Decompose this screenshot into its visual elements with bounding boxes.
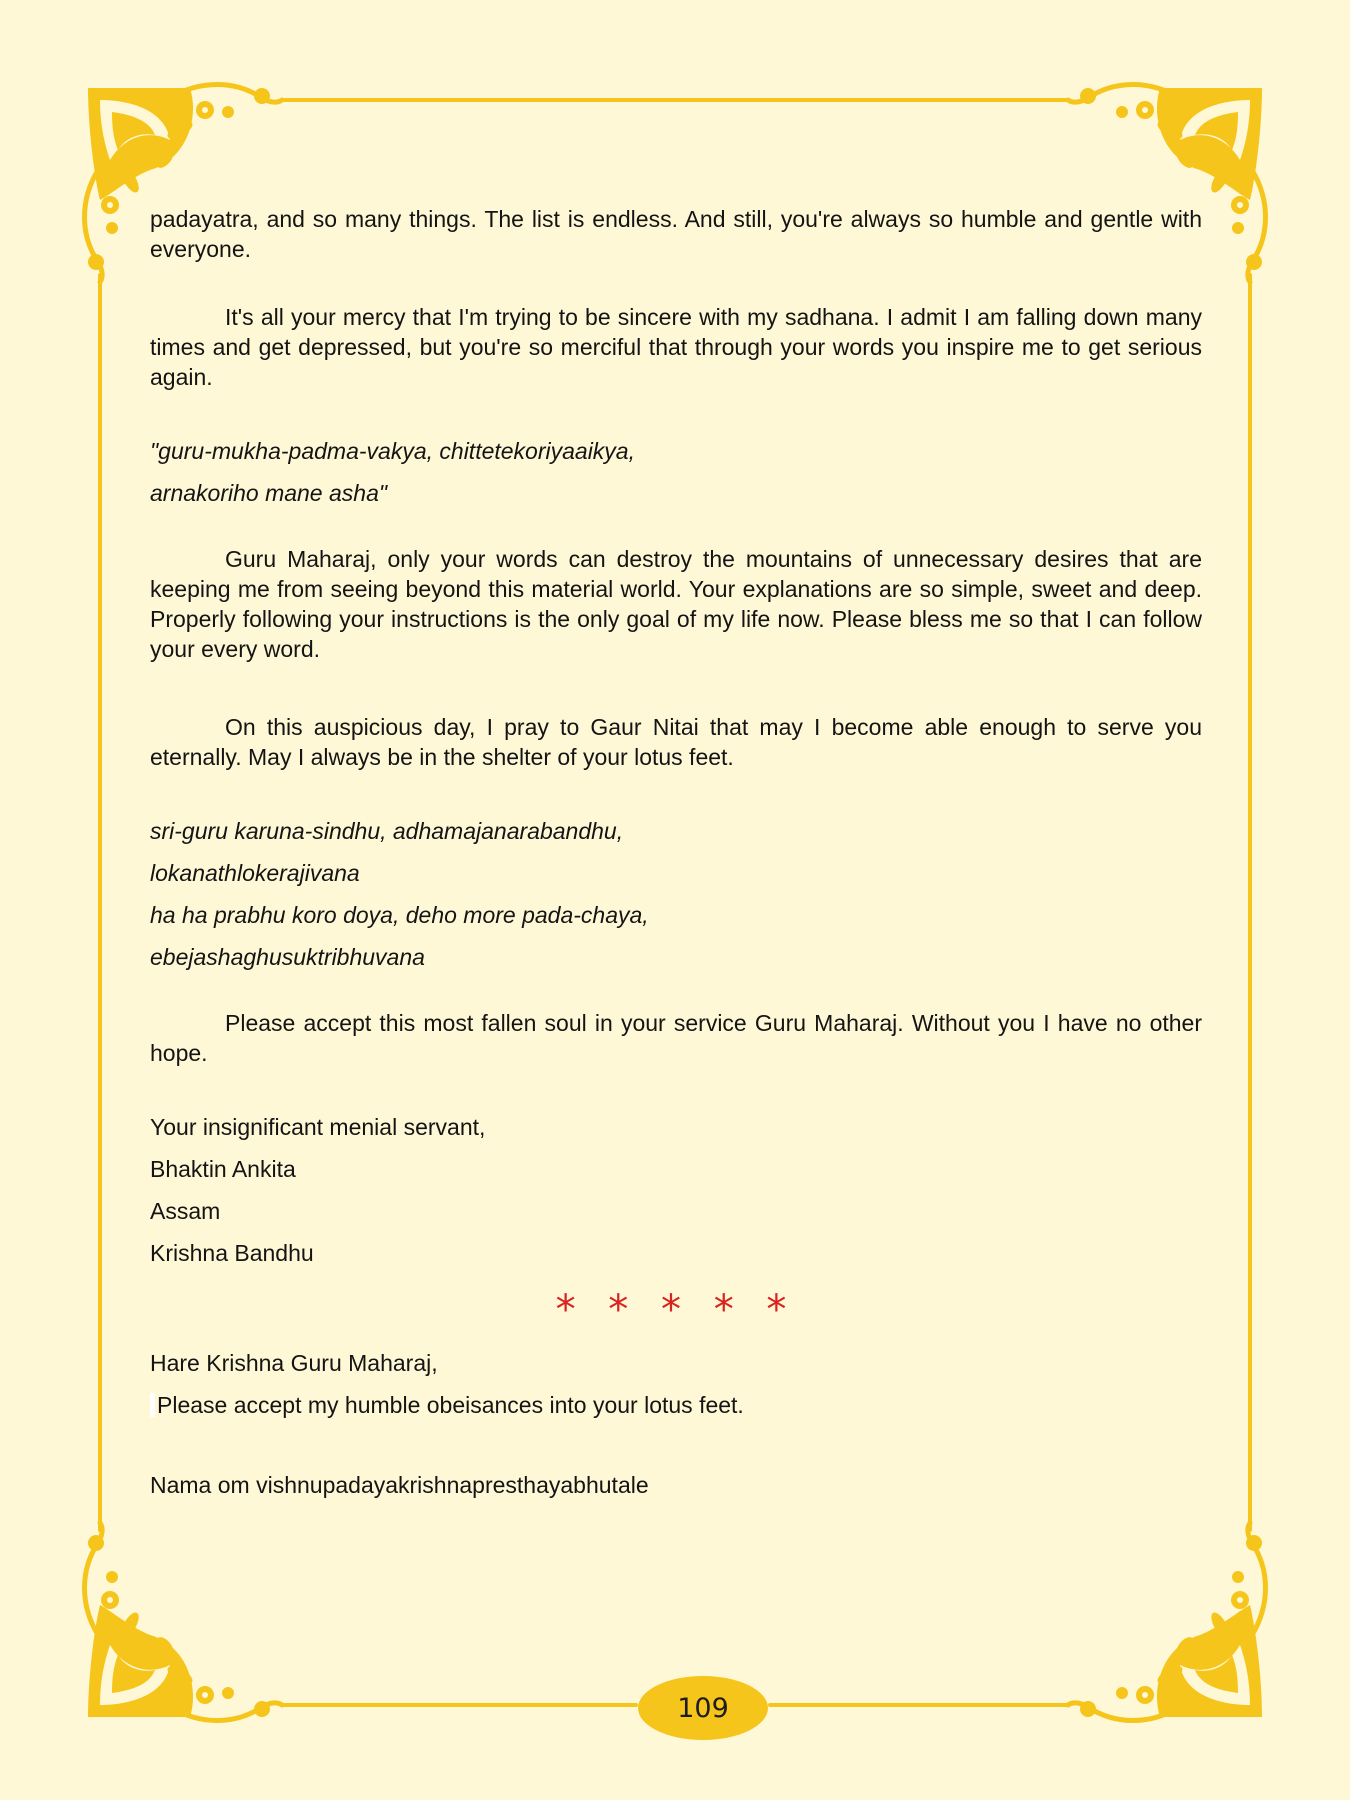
verse-block-1 xyxy=(150,430,1202,514)
signature-group: Krishna Bandhu xyxy=(150,1240,314,1266)
next-letter-obeisance: Please accept my humble obeisances into your lotus feet. xyxy=(157,1392,744,1418)
page-number: 109 xyxy=(677,1692,729,1724)
signature-closing: Your insignificant menial servant, xyxy=(150,1114,486,1140)
paragraph-4: On this auspicious day, I pray to Gaur Nitai that may I become able enough to serve you eternally. May I always be in the shelter of your lotus feet. xyxy=(150,714,1202,770)
paragraph-3: Guru Maharaj, only your words can destroy the mountains of unnecessary desires that are keeping me from seeing beyond this material world. Your explanations are so simple, sweet and deep. Properly following your instructions is the only goal of my life now. Please bless me so that I can follow your every word. xyxy=(150,546,1202,662)
next-letter-mantra: Nama om vishnupadayakrishnapresthayabhutale xyxy=(150,1472,649,1498)
text-cursor-marker xyxy=(150,1393,155,1417)
corner-ornament-bottom-right xyxy=(1068,1523,1266,1721)
verse-block-2 xyxy=(150,810,1202,978)
signature-name: Bhaktin Ankita xyxy=(150,1156,296,1182)
verse-line: arnakoriho mane asha" xyxy=(150,480,388,506)
letter-body xyxy=(150,204,1202,1506)
page-number-badge xyxy=(638,1676,768,1740)
verse-line: ebejashaghusuktribhuvana xyxy=(150,944,425,970)
signature-block xyxy=(150,1106,1202,1274)
paragraph-2: It's all your mercy that I'm trying to be sincere with my sadhana. I admit I am falling down many times and get depressed, but you're so merciful that through your words you inspire me to get serious again. xyxy=(150,304,1202,390)
paragraph-1: padayatra, and so many things. The list is endless. And still, you're always so humble and gentle with everyone. xyxy=(150,206,1202,262)
signature-place: Assam xyxy=(150,1198,221,1224)
star-separator: * * * * * xyxy=(555,1287,797,1333)
next-letter-obeisance-line xyxy=(150,1384,1202,1426)
next-letter xyxy=(150,1342,1202,1506)
verse-line: "guru-mukha-padma-vakya, chittetekoriyaaikya, xyxy=(150,438,635,464)
verse-line: lokanathlokerajivana xyxy=(150,860,360,886)
verse-line: sri-guru karuna-sindhu, adhamajanarabandhu, xyxy=(150,818,624,844)
verse-line: ha ha prabhu koro doya, deho more pada-chaya, xyxy=(150,902,649,928)
corner-ornament-bottom-left xyxy=(85,1523,283,1721)
next-letter-greeting: Hare Krishna Guru Maharaj, xyxy=(150,1350,438,1376)
paragraph-5: Please accept this most fallen soul in your service Guru Maharaj. Without you I have no other hope. xyxy=(150,1010,1202,1066)
